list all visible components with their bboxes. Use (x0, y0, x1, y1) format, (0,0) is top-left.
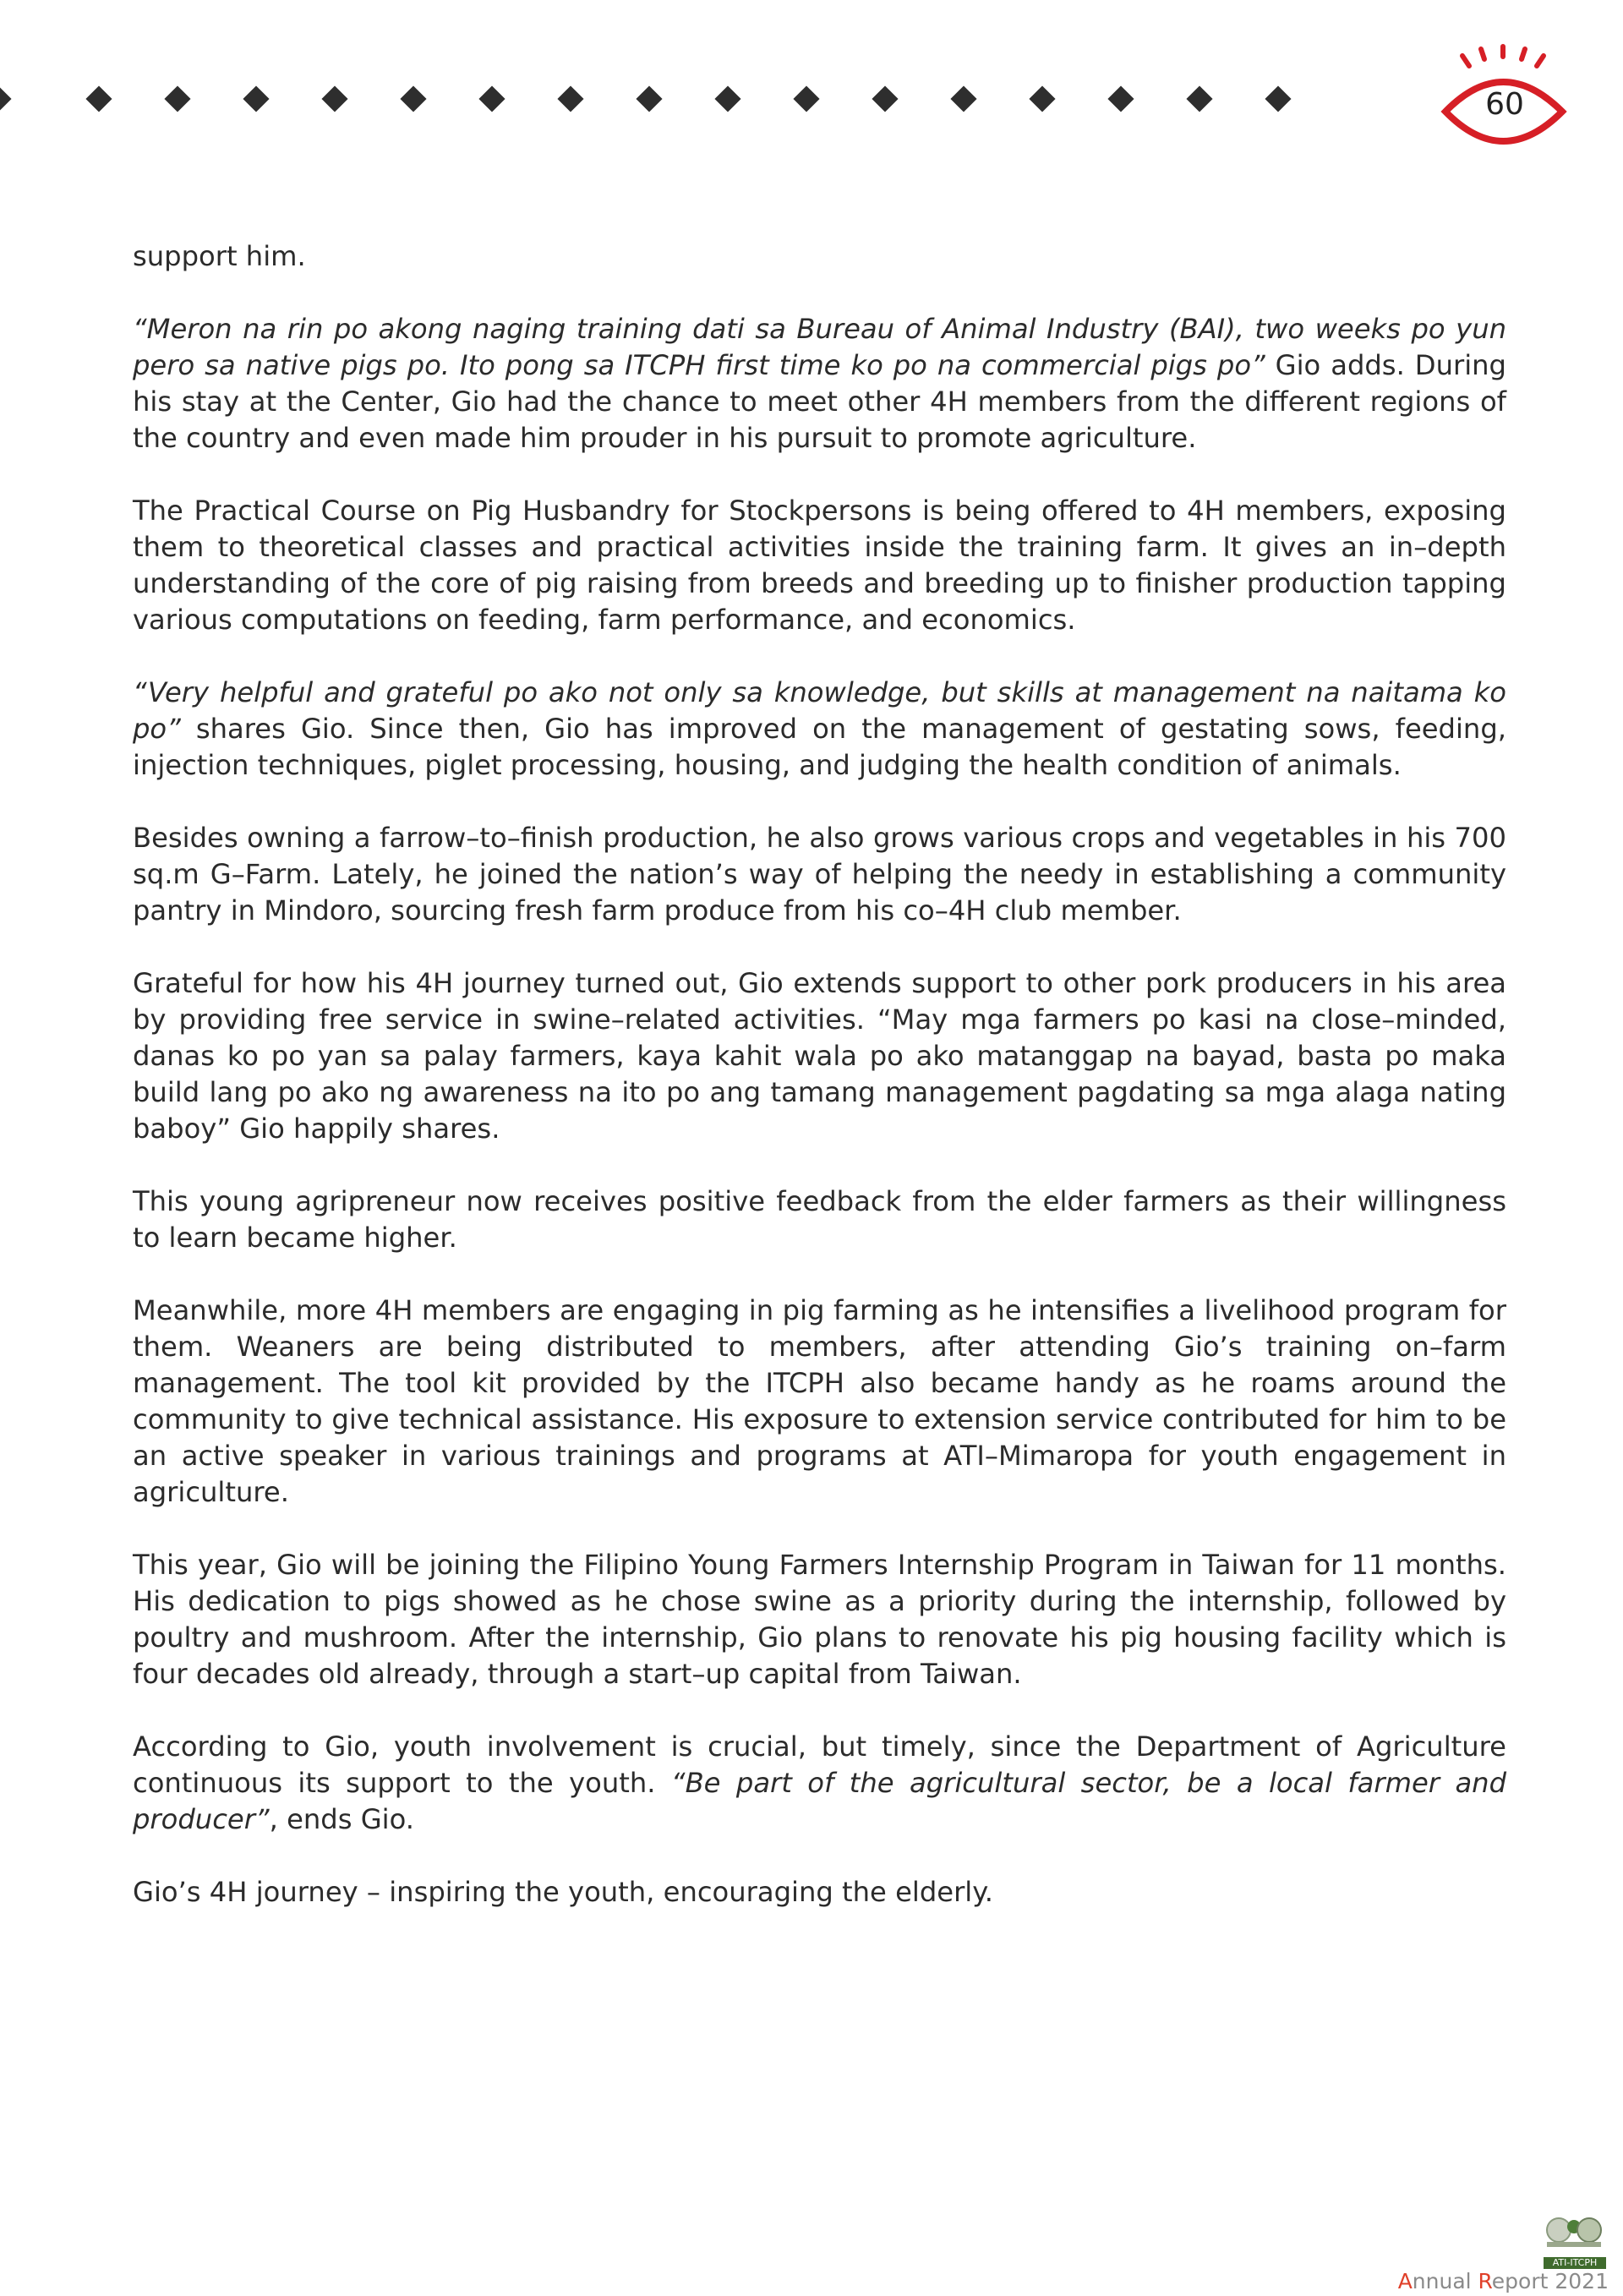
paragraph: This young agripreneur now receives positive feedback from the elder farmers as their willingness to learn became higher. (133, 1185, 1506, 1254)
paragraph (133, 675, 1506, 784)
quote: “Meron na rin po akong naging training dati sa Bureau of Animal Industry (BAI), two weeks po yun pero sa native pigs po. Ito pong sa ITCPH first time ko po na commercial pigs po” (133, 313, 1506, 381)
diamond-dot-icon (1186, 85, 1212, 112)
diamond-dot-icon (478, 85, 505, 112)
diamond-dot-icon (1107, 85, 1134, 112)
diamond-dot-icon (950, 85, 976, 112)
logo-caption: ATI-ITCPH (1544, 2257, 1606, 2269)
paragraph: This year, Gio will be joining the Filipino Young Farmers Internship Program in Taiwan for 11 months. His dedication to pigs showed as he chose swine as a priority during the internship, followed by poultry and mushroom. After the internship, Gio plans to renovate his pig housing facility which is four decades old already, through a start–up capital from Taiwan. (133, 1549, 1506, 1690)
paragraph: The Practical Course on Pig Husbandry for Stockpersons is being offered to 4H members, exposing them to theoretical classes and practical activities inside the training farm. It gives an in–depth understanding of the core of pig raising from breeds and breeding up to finisher production tapping various computations on feeding, farm performance, and economics. (133, 495, 1506, 636)
quote: “Very helpful and grateful po ako not only sa knowledge, but skills at management na naitama ko po” (133, 676, 1506, 745)
footer-text: nnual (1412, 2269, 1478, 2293)
paragraph-text: , ends Gio. (269, 1803, 414, 1835)
footer-letter-r: R (1478, 2269, 1492, 2293)
diamond-dot-icon (0, 85, 12, 112)
diamond-dot-icon (557, 85, 583, 112)
page-number: 60 (1485, 87, 1524, 122)
diamond-dot-icon (872, 85, 898, 112)
diamond-dot-icon (243, 85, 269, 112)
footer-letter-a: A (1397, 2269, 1413, 2293)
diamond-dot-icon (85, 85, 112, 112)
article-body (133, 238, 1506, 1947)
paragraph (133, 311, 1506, 456)
paragraph: support him. (133, 240, 306, 272)
paragraph (133, 1729, 1506, 1838)
paragraph: Meanwhile, more 4H members are engaging in pig farming as he intensifies a livelihood program for them. Weaners are being distributed to members, after attending Gio’s training on–farm management. The tool kit provided by the ITCPH also became handy as he roams around the community to give technical assistance. His exposure to extension service contributed for him to be an active speaker in various trainings and programs at ATI–Mimaropa for youth engagement in agriculture. (133, 1294, 1506, 1508)
diamond-dot-icon (400, 85, 426, 112)
diamond-dot-icon (1265, 85, 1291, 112)
footer-annual-report (1398, 2269, 1609, 2294)
diamond-dot-icon (321, 85, 347, 112)
quote: “Be part of the agricultural sector, be a local farmer and producer” (133, 1767, 1506, 1835)
paragraph: Gio’s 4H journey – inspiring the youth, encouraging the elderly. (133, 1876, 993, 1908)
diamond-dot-icon (793, 85, 819, 112)
diamond-dot-icon (164, 85, 190, 112)
diamond-dot-icon (714, 85, 740, 112)
paragraph-text: shares Gio. Since then, Gio has improved on the management of gestating sows, feeding, injection techniques, piglet processing, housing, and judging the health condition of animals. (133, 713, 1506, 781)
paragraph: Grateful for how his 4H journey turned out, Gio extends support to other pork producers in his area by providing free service in swine–related activities. “May mga farmers po kasi na close–minded, danas ko po yan sa palay farmers, kaya kahit wala po ako matanggap na bayad, basta po maka build lang po ako ng awareness na ito po ang tamang management pagdating sa mga alaga nating baboy” Gio happily shares. (133, 967, 1506, 1145)
paragraph-text: Gio adds. During his stay at the Center, Gio had the chance to meet other 4H members from the different regions of the country and even made him prouder in his pursuit to promote agriculture. (133, 349, 1506, 454)
paragraph: Besides owning a farrow–to–finish production, he also grows various crops and vegetables in his 700 sq.m G–Farm. Lately, he joined the nation’s way of helping the needy in establishing a community pantry in Mindoro, sourcing fresh farm produce from his co–4H club member. (133, 822, 1506, 927)
diamond-dot-icon (636, 85, 662, 112)
paragraph-text: According to Gio, youth involvement is crucial, but timely, since the Department of Agriculture continuous its support to the youth. (133, 1730, 1506, 1799)
footer-text: eport 2021 (1491, 2269, 1609, 2293)
diamond-dot-icon (1029, 85, 1055, 112)
